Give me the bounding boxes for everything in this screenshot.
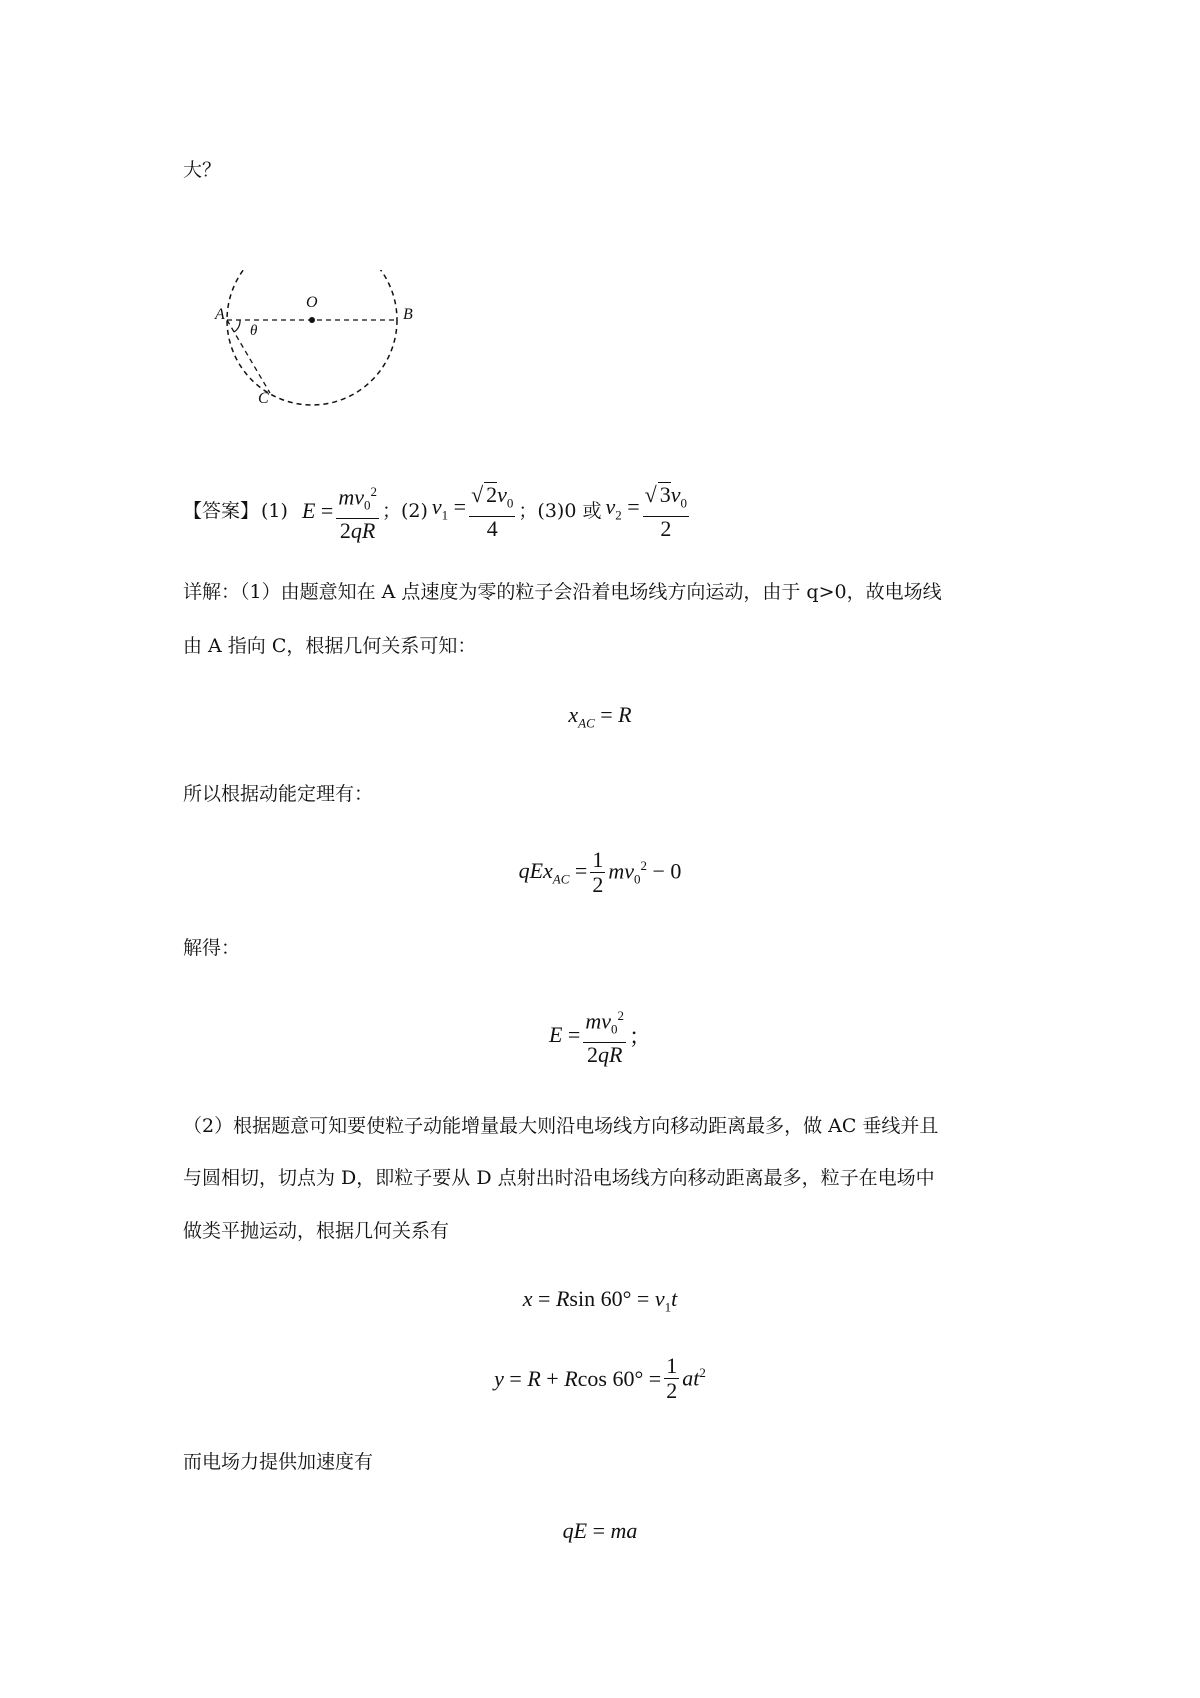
detail-line-5: （2）根据题意可知要使粒子动能增量最大则沿电场线方向移动距离最多，做 AC 垂线并且 xyxy=(183,1115,939,1137)
equation-E: E = $\frac{mv_0^2}{2qR}$ ； xyxy=(0,1004,1200,1067)
label-theta: θ xyxy=(250,323,258,339)
equation-xac: $x_{AC} = R$ xyxy=(568,702,632,731)
label-A: A xyxy=(215,306,225,323)
equation-x: x = Rsin $60^\circ = v_1t$ xyxy=(522,1286,678,1315)
question-tail: 大？ xyxy=(183,159,222,181)
answer-line: 【答案】 (1) E = $\frac{mv_0^2}{2qR}$ ；(2) $v_1$ = $\frac{√ 2v_0}{4}$ ；(3)0 或 $v_2$ = $\frac{√ 3v_0}{2}$ xyxy=(183,480,692,543)
chord-AC xyxy=(227,320,270,393)
equation-y: y = R + Rcos 60° = $\frac{1}{2}$ $at^2$ xyxy=(494,1353,706,1403)
label-O: O xyxy=(306,294,318,311)
detail-line-1: 详解：（1）由题意知在 A 点速度为零的粒子会沿着电场线方向运动，由于 q>0，故电场线 xyxy=(183,581,942,603)
angle-arc xyxy=(234,320,240,332)
detail-line-6: 与圆相切，切点为 D，即粒子要从 D 点射出时沿电场线方向移动距离最多，粒子在电场中 xyxy=(183,1167,935,1189)
detail-line-8: 而电场力提供加速度有 xyxy=(183,1451,374,1473)
label-C: C xyxy=(258,390,269,407)
label-B: B xyxy=(403,306,413,323)
equation-energy: qEx$_{AC}$ = $\frac{1}{2}$ $mv_0^2 - 0$ xyxy=(518,847,682,897)
detail-line-2: 由 A 指向 C，根据几何关系可知： xyxy=(183,635,477,657)
detail-line-7: 做类平抛运动，根据几何关系有 xyxy=(183,1220,450,1242)
detail-line-4: 解得： xyxy=(183,937,241,959)
detail-line-3: 所以根据动能定理有： xyxy=(183,783,374,805)
equation-qE: qE = ma xyxy=(562,1518,638,1543)
circle-diagram xyxy=(210,270,420,420)
center-point xyxy=(309,317,315,323)
